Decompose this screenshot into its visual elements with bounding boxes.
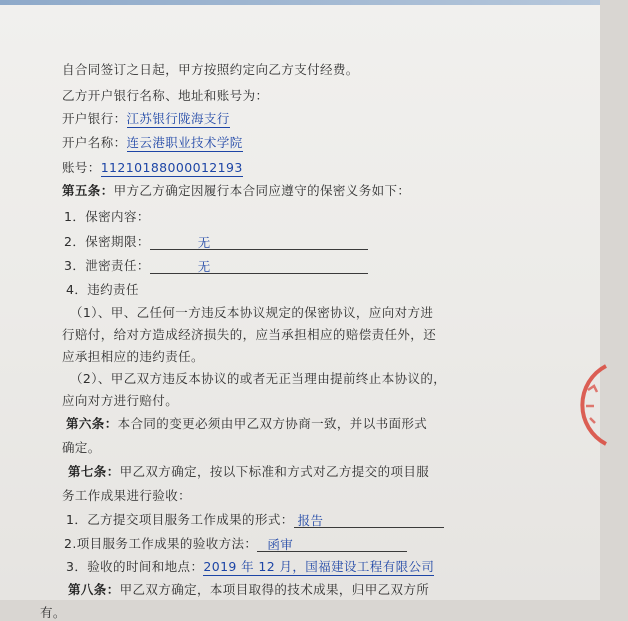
account-number-label: 账号： — [62, 160, 101, 175]
account-number-row — [62, 158, 243, 176]
item-2-label: 2．保密期限： — [64, 234, 150, 249]
acceptance-2-label: 2.项目服务工作成果的验收方法： — [64, 536, 258, 551]
clause-1-line-3: 应承担相应的违约责任。 — [62, 349, 204, 364]
payment-clause: 自合同签订之日起，甲方按照约定向乙方支付经费。 — [62, 62, 359, 77]
clause-2-line-2: 应向对方进行赔付。 — [62, 393, 179, 408]
article-7-title: 第七条： — [68, 464, 120, 479]
article-7-text: 甲乙双方确定，按以下标准和方式对乙方提交的项目服 — [119, 464, 430, 479]
article-5-title: 第五条： — [62, 183, 114, 198]
article-6-end: 确定。 — [62, 440, 101, 455]
bank-row — [62, 109, 230, 127]
article-8-title: 第八条： — [68, 582, 120, 597]
item-3-value: 无 — [197, 259, 211, 274]
clause-1-line-1: （1）、甲、乙任何一方违反本协议规定的保密协议，应向对方进 — [70, 305, 434, 320]
acceptance-1-label: 1．乙方提交项目服务工作成果的形式： — [66, 512, 294, 527]
acceptance-1-row — [66, 510, 444, 528]
article-7 — [68, 462, 429, 480]
acceptance-3-value: 2019 年 12 月，国福建设工程有限公司 — [203, 559, 435, 574]
item-4: 4．违约责任 — [66, 282, 139, 297]
acceptance-1-value: 报告 — [297, 513, 324, 528]
account-name-row — [62, 133, 243, 151]
item-3-row — [64, 256, 368, 274]
article-8 — [68, 580, 429, 598]
item-2-value: 无 — [197, 235, 211, 250]
bank-label: 开户银行： — [62, 111, 127, 126]
acceptance-3-row — [66, 557, 434, 575]
acceptance-2-value: 函审 — [267, 537, 294, 552]
account-number-value: 11210188000012193 — [100, 160, 243, 175]
item-3-label: 3．泄密责任： — [64, 258, 150, 273]
item-2-row — [64, 232, 368, 250]
article-8-end: 有。 — [40, 605, 66, 620]
acceptance-1-blank — [294, 512, 444, 528]
article-5-text: 甲方乙方确定因履行本合同应遵守的保密义务如下： — [113, 183, 411, 198]
article-6 — [66, 414, 427, 432]
article-7-end: 务工作成果进行验收： — [62, 488, 192, 503]
acceptance-2-row — [64, 534, 407, 552]
item-1: 1．保密内容： — [64, 209, 150, 224]
article-8-text: 甲乙双方确定，本项目取得的技术成果，归甲乙双方所 — [119, 582, 430, 597]
bank-info-intro: 乙方开户银行名称、地址和账号为： — [62, 88, 269, 103]
red-seal-stamp — [568, 360, 628, 450]
clause-2-line-1: （2）、甲乙双方违反本协议的或者无正当理由提前终止本协议的， — [70, 371, 447, 386]
acceptance-2-blank — [257, 536, 407, 552]
account-name-value: 连云港职业技术学院 — [126, 135, 243, 150]
article-5 — [62, 181, 410, 199]
item-2-blank — [150, 234, 368, 250]
article-6-text: 本合同的变更必须由甲乙双方协商一致，并以书面形式 — [117, 416, 428, 431]
acceptance-3-label: 3．验收的时间和地点： — [66, 559, 204, 574]
bank-value: 江苏银行陇海支行 — [126, 111, 230, 126]
clause-1-line-2: 行赔付，给对方造成经济损失的，应当承担相应的赔偿责任外，还 — [62, 327, 437, 342]
item-3-blank — [150, 258, 368, 274]
account-name-label: 开户名称： — [62, 135, 127, 150]
page-top-edge — [0, 0, 600, 5]
article-6-title: 第六条： — [66, 416, 118, 431]
